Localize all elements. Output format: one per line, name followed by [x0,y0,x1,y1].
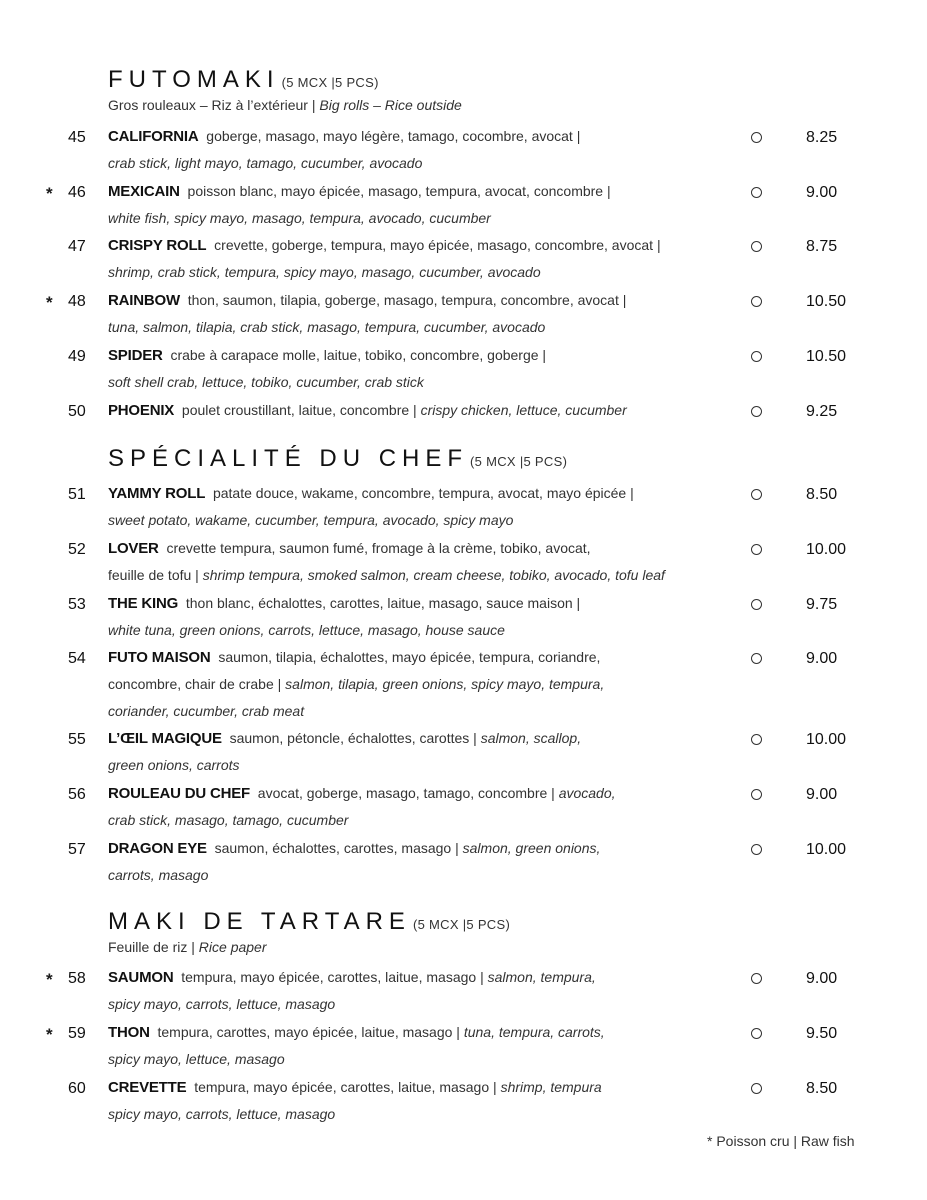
description-fr: saumon, tilapia, échalottes, mayo épicée, tempura, coriandre, [218,649,601,665]
item-price: 8.50 [806,486,838,503]
circle-icon [751,599,762,610]
subtitle-en: Rice paper [198,939,267,955]
section-title [108,66,379,94]
item-description-line [108,123,580,150]
item-price: 8.50 [806,1080,838,1097]
item-number: 54 [68,650,86,667]
item-price: 8.25 [806,129,838,146]
item-price: 9.00 [806,650,838,667]
item-description-line [108,150,422,177]
raw-fish-marker: * [46,293,53,312]
description-fr: tempura, mayo épicée, carottes, laitue, masago | [181,969,484,985]
item-number: 58 [68,970,86,987]
description-en: shrimp tempura, smoked salmon, cream cheese, tobiko, avocado, tofu leaf [202,567,665,583]
item-number: 47 [68,238,86,255]
circle-icon [751,734,762,745]
item-name: MEXICAIN [108,183,180,200]
item-number: 53 [68,596,86,613]
circle-icon [751,1028,762,1039]
description-en: salmon, scallop, [480,730,582,746]
item-description-line [108,1019,605,1046]
description-en: crispy chicken, lettuce, cucumber [420,402,627,418]
circle-icon [751,241,762,252]
item-description-line [108,562,665,589]
subtitle-fr: Feuille de riz [108,939,188,955]
item-description-line [108,617,505,644]
item-price: 9.25 [806,403,838,420]
circle-icon [751,351,762,362]
subtitle-fr: Gros rouleaux – Riz à l’extérieur [108,97,308,113]
description-fr: crevette, goberge, tempura, mayo épicée, masago, concombre, avocat | [214,237,661,253]
item-number: 52 [68,541,86,558]
item-description-line [108,259,541,286]
item-description-line [108,1101,335,1128]
description-fr: poisson blanc, mayo épicée, masago, tempura, avocat, concombre | [187,183,611,199]
circle-icon [751,973,762,984]
description-fr: goberge, masago, mayo légère, tamago, cocombre, avocat | [206,128,581,144]
footnote: * Poisson cru | Raw fish [707,1133,855,1149]
item-name: CREVETTE [108,1079,187,1096]
description-fr: thon blanc, échalottes, carottes, laitue, masago, sauce maison | [185,595,581,611]
item-description-line [108,964,596,991]
raw-fish-marker: * [46,970,53,989]
item-description-line [108,287,626,314]
item-description-line [108,369,424,396]
item-description-line [108,205,491,232]
item-name: CALIFORNIA [108,128,199,145]
section-heading: MAKI DE TARTARE [108,908,411,935]
item-number: 49 [68,348,86,365]
item-number: 45 [68,129,86,146]
description-fr: tempura, mayo épicée, carottes, laitue, masago | [194,1079,497,1095]
item-price: 9.75 [806,596,838,613]
subtitle-sep: | [187,939,199,955]
description-fr: saumon, pétoncle, échalottes, carottes | [229,730,477,746]
item-number: 46 [68,184,86,201]
item-description-line [108,480,634,507]
section-heading: FUTOMAKI [108,66,280,93]
section-portion: (5 MCX |5 PCS) [281,75,379,90]
description-en: crab stick, masago, tamago, cucumber [108,812,349,828]
raw-fish-marker: * [46,1025,53,1044]
description-fr: crevette tempura, saumon fumé, fromage à la crème, tobiko, avocat, [166,540,591,556]
item-description-line [108,780,616,807]
item-name: ROULEAU DU CHEF [108,785,250,802]
circle-icon [751,187,762,198]
item-name: DRAGON EYE [108,840,207,857]
item-price: 9.00 [806,184,838,201]
item-description-line [108,535,591,562]
description-en: spicy mayo, lettuce, masago [108,1051,285,1067]
item-description-line [108,698,304,725]
item-price: 10.00 [806,731,847,748]
description-en: spicy mayo, carrots, lettuce, masago [108,996,336,1012]
item-description-line [108,590,580,617]
item-price: 10.00 [806,541,847,558]
item-name: SAUMON [108,969,174,986]
circle-icon [751,489,762,500]
description-en: spicy mayo, carrots, lettuce, masago [108,1106,336,1122]
item-name: RAINBOW [108,292,180,309]
description-fr: concombre, chair de crabe | [108,676,282,692]
circle-icon [751,544,762,555]
description-en: tuna, salmon, tilapia, crab stick, masago, tempura, cucumber, avocado [108,319,546,335]
description-fr: thon, saumon, tilapia, goberge, masago, tempura, concombre, avocat | [187,292,627,308]
item-name: THON [108,1024,150,1041]
section-subtitle [108,97,462,113]
description-en: coriander, cucumber, crab meat [108,703,305,719]
section-portion: (5 MCX |5 PCS) [470,454,568,469]
item-number: 50 [68,403,86,420]
description-fr: tempura, carottes, mayo épicée, laitue, masago | [157,1024,460,1040]
item-description-line [108,178,611,205]
description-fr: crabe à carapace molle, laitue, tobiko, concombre, goberge | [170,347,547,363]
circle-icon [751,789,762,800]
item-description-line [108,1074,602,1101]
description-en: shrimp, tempura [500,1079,602,1095]
description-en: white fish, spicy mayo, masago, tempura, avocado, cucumber [108,210,491,226]
item-number: 51 [68,486,86,503]
description-en: soft shell crab, lettuce, tobiko, cucumber, crab stick [108,374,424,390]
circle-icon [751,132,762,143]
circle-icon [751,406,762,417]
item-number: 56 [68,786,86,803]
subtitle-en: Big rolls – Rice outside [319,97,462,113]
description-fr: avocat, goberge, masago, tamago, concombre | [257,785,555,801]
description-en: tuna, tempura, carrots, [463,1024,605,1040]
item-name: YAMMY ROLL [108,485,206,502]
item-description-line [108,507,513,534]
item-number: 55 [68,731,86,748]
item-price: 9.00 [806,786,838,803]
description-fr: saumon, échalottes, carottes, masago | [214,840,459,856]
item-description-line [108,644,600,671]
item-description-line [108,232,661,259]
item-price: 10.50 [806,293,847,310]
description-en: avocado, [558,785,616,801]
item-description-line [108,314,545,341]
circle-icon [751,653,762,664]
circle-icon [751,1083,762,1094]
item-number: 57 [68,841,86,858]
item-price: 8.75 [806,238,838,255]
item-price: 10.00 [806,841,847,858]
subtitle-sep: | [307,97,320,113]
item-description-line [108,807,348,834]
item-name: CRISPY ROLL [108,237,207,254]
raw-fish-marker: * [46,184,53,203]
description-en: crab stick, light mayo, tamago, cucumber, avocado [108,155,423,171]
circle-icon [751,296,762,307]
item-description-line [108,342,546,369]
description-en: salmon, tilapia, green onions, spicy mayo, tempura, [285,676,605,692]
description-en: white tuna, green onions, carrots, lettuce, masago, house sauce [108,622,505,638]
description-fr: patate douce, wakame, concombre, tempura, avocat, mayo épicée | [212,485,634,501]
description-en: salmon, green onions, [462,840,601,856]
section-title [108,445,567,473]
circle-icon [751,844,762,855]
item-description-line [108,835,600,862]
section-subtitle [108,939,267,955]
item-description-line [108,752,240,779]
item-name: L’ŒIL MAGIQUE [108,730,222,747]
item-description-line [108,1046,285,1073]
item-description-line [108,397,627,424]
item-description-line [108,671,604,698]
item-name: THE KING [108,595,179,612]
item-name: FUTO MAISON [108,649,211,666]
item-name: PHOENIX [108,402,175,419]
item-number: 48 [68,293,86,310]
description-en: sweet potato, wakame, cucumber, tempura, avocado, spicy mayo [108,512,514,528]
section-portion: (5 MCX |5 PCS) [412,917,511,932]
item-description-line [108,862,208,889]
item-price: 9.00 [806,970,838,987]
description-fr: poulet croustillant, laitue, concombre | [181,402,417,418]
description-en: shrimp, crab stick, tempura, spicy mayo, masago, cucumber, avocado [108,264,541,280]
item-name: LOVER [108,540,159,557]
description-en: salmon, tempura, [487,969,596,985]
section-heading: SPÉCIALITÉ DU CHEF [108,445,469,472]
item-price: 10.50 [806,348,847,365]
description-fr: feuille de tofu | [108,567,199,583]
item-number: 60 [68,1080,86,1097]
description-en: green onions, carrots [108,757,240,773]
item-description-line [108,991,335,1018]
item-price: 9.50 [806,1025,838,1042]
item-name: SPIDER [108,347,163,364]
section-title [108,908,510,936]
item-description-line [108,725,581,752]
description-en: carrots, masago [108,867,209,883]
item-number: 59 [68,1025,86,1042]
